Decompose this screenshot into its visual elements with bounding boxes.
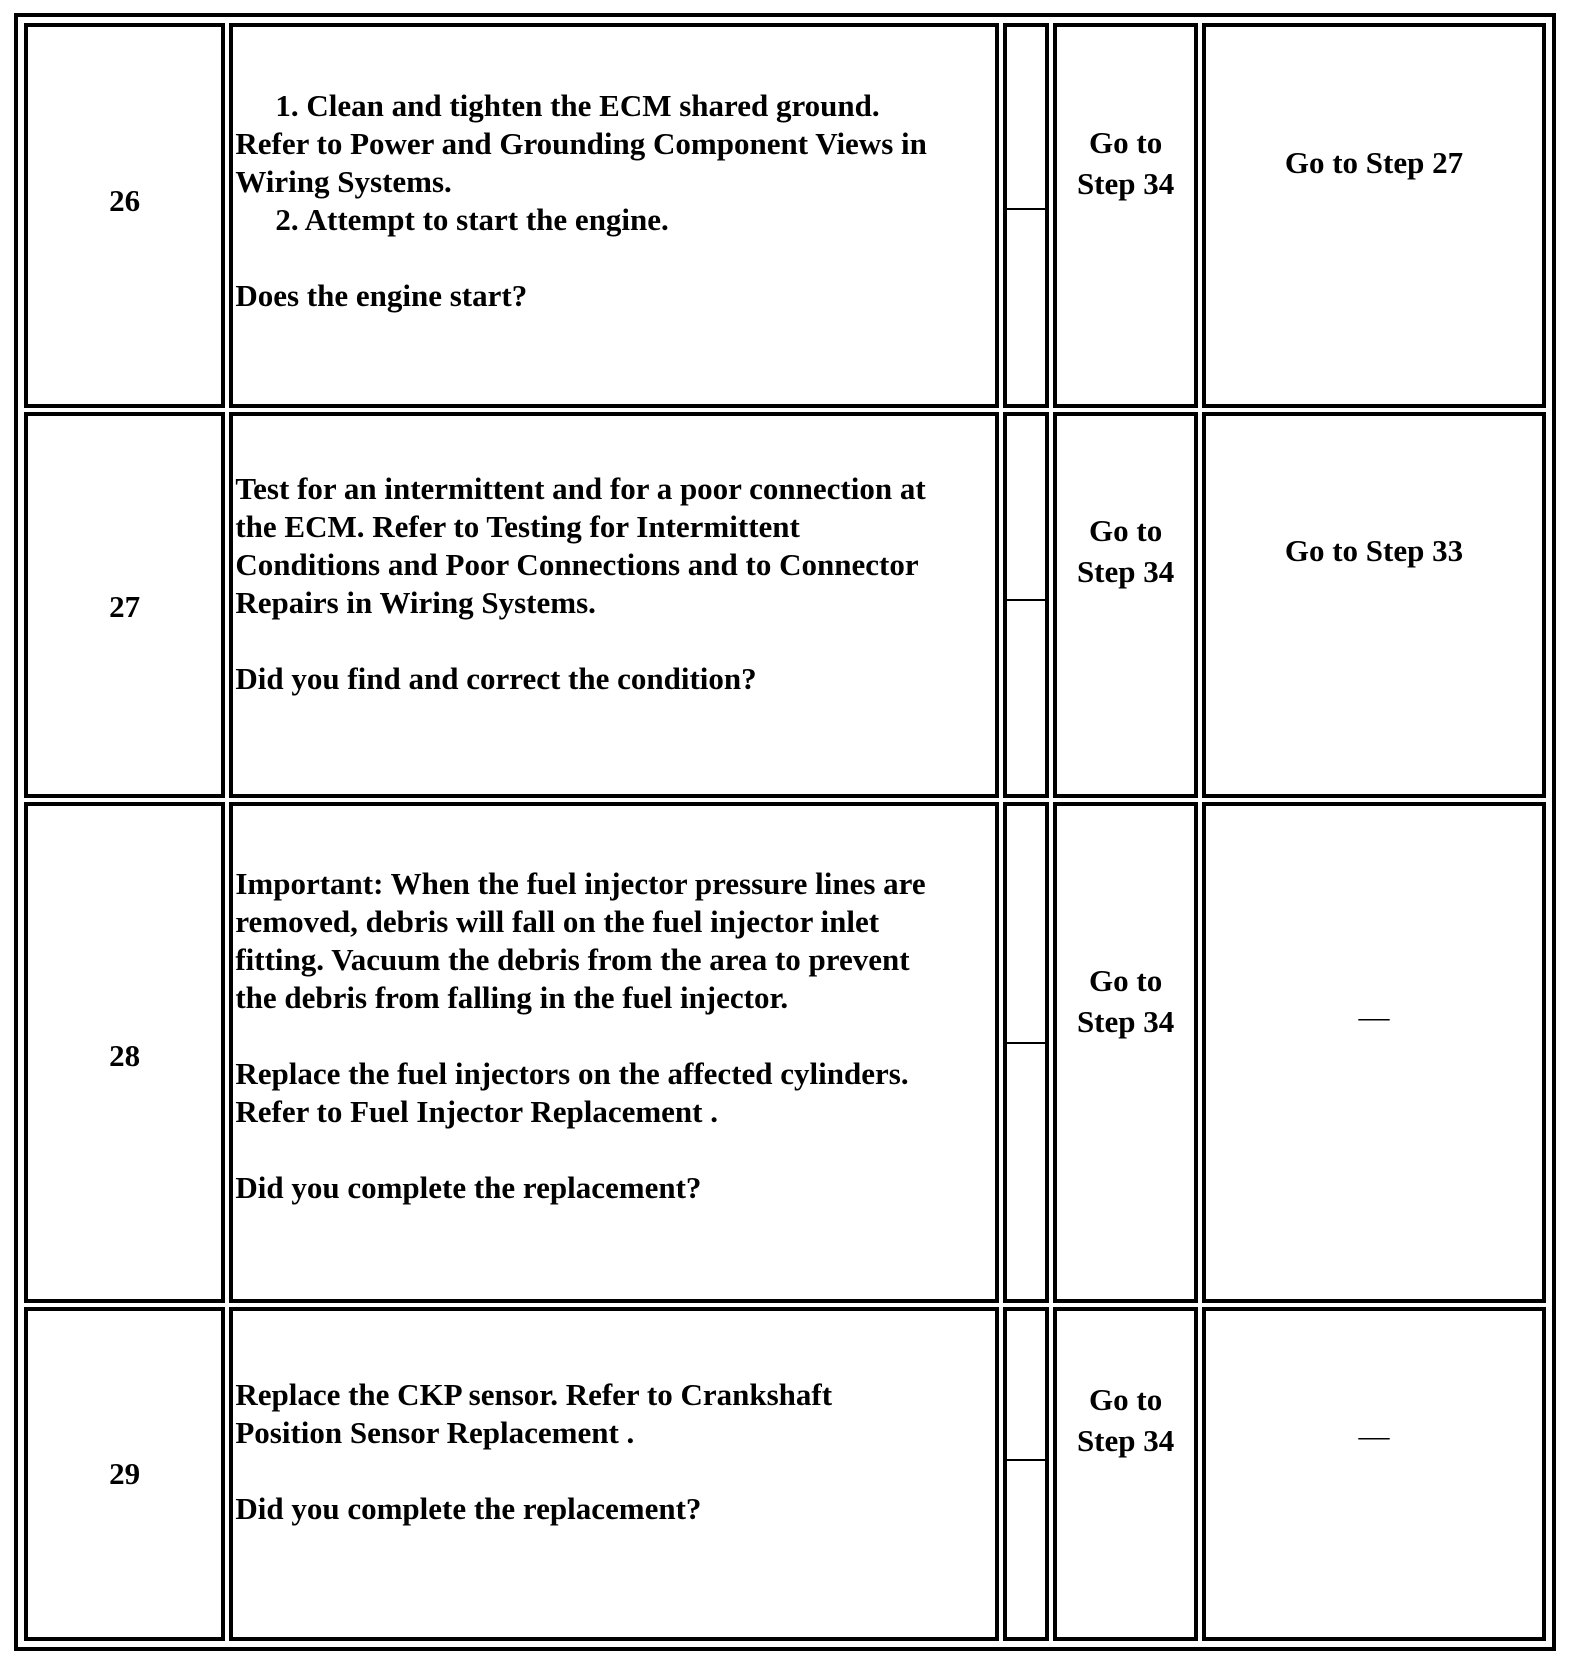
table-row (24, 802, 1546, 1303)
step-number-cell (24, 23, 225, 408)
diagnostic-table-frame (14, 13, 1556, 1651)
yes-goto-line1: Go to (1089, 1382, 1163, 1418)
yes-cell (1053, 412, 1198, 798)
yes-goto-line1: Go to (1089, 513, 1163, 549)
action-line: Refer to Fuel Injector Replacement . (235, 1093, 718, 1129)
yes-goto-line2: Step 34 (1076, 1003, 1175, 1039)
no-goto: Go to Step 27 (1284, 144, 1464, 180)
yes-goto-line1: Go to (1089, 124, 1163, 160)
action-cell (229, 23, 999, 408)
yes-goto-line2: Step 34 (1076, 554, 1175, 590)
action-line: Conditions and Poor Connections and to Connector (235, 547, 919, 583)
no-goto: — (1358, 1418, 1390, 1454)
action-cell (229, 412, 999, 798)
action-line: Replace the CKP sensor. Refer to Crankshaft (235, 1377, 833, 1413)
table-row (24, 412, 1546, 798)
value-cell (1003, 802, 1049, 1303)
no-cell (1202, 23, 1546, 408)
value-cell (1003, 1307, 1049, 1641)
step-number-cell (24, 1307, 225, 1641)
action-line: fitting. Vacuum the debris from the area to prevent (235, 941, 910, 977)
action-line: Test for an intermittent and for a poor connection at (235, 471, 926, 507)
step-number: 26 (109, 182, 141, 218)
action-line: removed, debris will fall on the fuel injector inlet (235, 903, 880, 939)
yes-cell (1053, 802, 1198, 1303)
action-cell (229, 802, 999, 1303)
action-line: Repairs in Wiring Systems. (235, 585, 596, 621)
action-question: Does the engine start? (235, 277, 528, 313)
action-cell (229, 1307, 999, 1641)
table-row (24, 23, 1546, 408)
diagnostic-steps-table (20, 19, 1550, 1645)
no-goto: — (1358, 998, 1390, 1034)
no-cell (1202, 412, 1546, 798)
yes-goto-line1: Go to (1089, 962, 1163, 998)
action-line: Refer to Power and Grounding Component Views in (235, 125, 927, 161)
yes-cell (1053, 1307, 1198, 1641)
action-blank-line (235, 622, 991, 660)
action-line: 2. Attempt to start the engine. (275, 201, 669, 237)
action-line: the ECM. Refer to Testing for Intermittent (235, 509, 800, 545)
no-goto: Go to Step 33 (1284, 533, 1464, 569)
step-number: 29 (109, 1456, 141, 1492)
action-blank-line (235, 1452, 991, 1490)
action-line: Position Sensor Replacement . (235, 1415, 635, 1451)
table-row (24, 1307, 1546, 1641)
value-dash (1007, 1459, 1045, 1461)
no-cell (1202, 1307, 1546, 1641)
action-line: the debris from falling in the fuel injector. (235, 979, 789, 1015)
yes-goto-line2: Step 34 (1076, 165, 1175, 201)
action-line: Replace the fuel injectors on the affected cylinders. (235, 1055, 909, 1091)
step-number-cell (24, 412, 225, 798)
action-line: 1. Clean and tighten the ECM shared ground. (275, 87, 880, 123)
value-dash (1007, 1042, 1045, 1044)
step-number: 28 (109, 1037, 141, 1073)
action-line: Wiring Systems. (235, 163, 452, 199)
no-cell (1202, 802, 1546, 1303)
value-cell (1003, 23, 1049, 408)
action-blank-line (235, 239, 991, 277)
action-question: Did you complete the replacement? (235, 1491, 702, 1527)
yes-goto-line2: Step 34 (1076, 1423, 1175, 1459)
step-number: 27 (109, 589, 141, 625)
value-dash (1007, 208, 1045, 210)
action-question: Did you find and correct the condition? (235, 661, 757, 697)
step-number-cell (24, 802, 225, 1303)
value-cell (1003, 412, 1049, 798)
value-dash (1007, 599, 1045, 601)
yes-cell (1053, 23, 1198, 408)
action-blank-line (235, 1017, 991, 1055)
action-line: Important: When the fuel injector pressure lines are (235, 865, 926, 901)
action-blank-line (235, 1131, 991, 1169)
action-question: Did you complete the replacement? (235, 1169, 702, 1205)
